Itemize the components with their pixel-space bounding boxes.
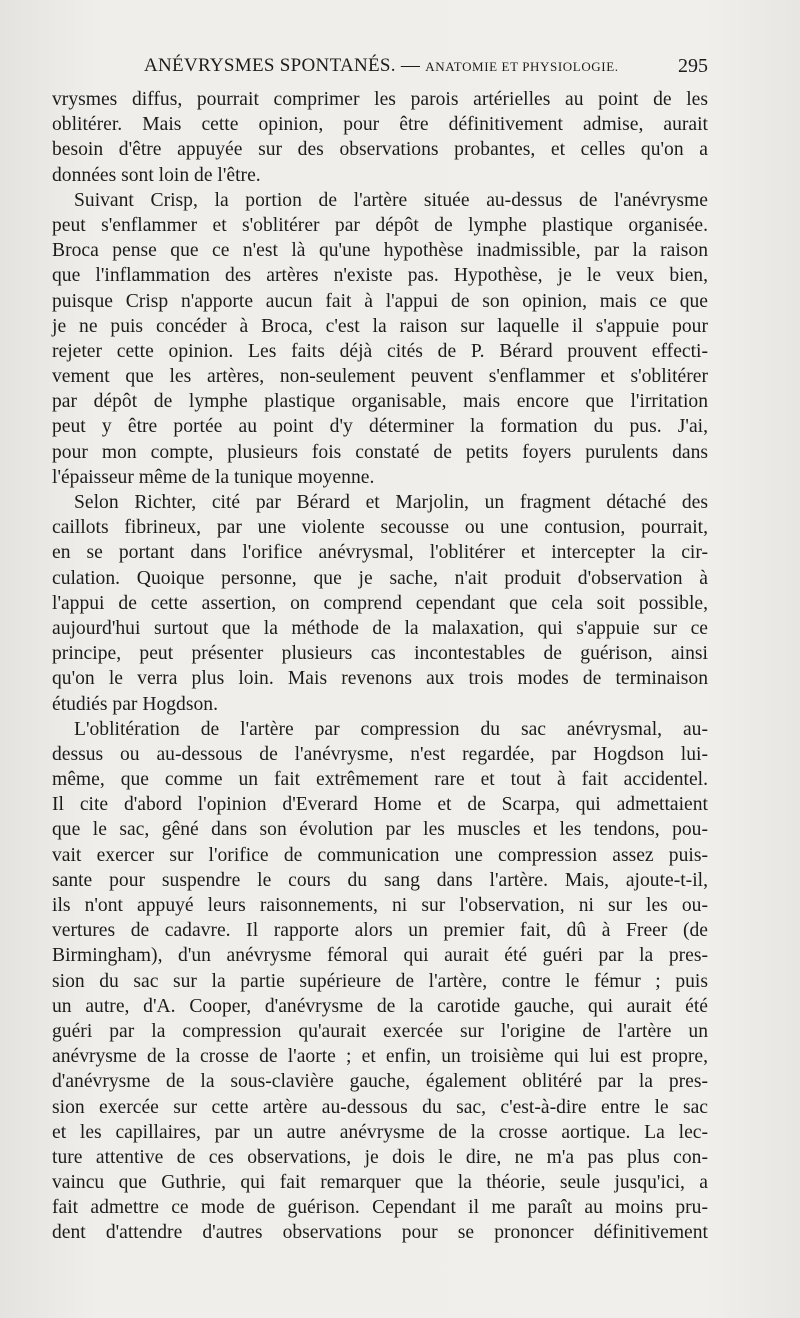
text-line: un autre, d'A. Cooper, d'anévrysme de la carotide gauche, qui aurait été: [52, 995, 708, 1017]
text-line: vait exercer sur l'orifice de communication une compression assez puis-: [52, 844, 708, 866]
text-line: guéri par la compression qu'aurait exercée sur l'origine de l'artère un: [52, 1020, 708, 1042]
text-line: sion du sac sur la partie supérieure de l'artère, contre le fémur ; puis: [52, 970, 708, 992]
body-text: [52, 87, 708, 1246]
text-line: vrysmes diffus, pourrait comprimer les parois artérielles au point de les: [52, 89, 708, 110]
text-line: Selon Richter, cité par Bérard et Marjolin, un fragment détaché des: [74, 492, 708, 513]
text-line: vaincu que Guthrie, qui fait remarquer que la théorie, seule jusqu'ici, a: [52, 1172, 708, 1194]
text-line: dent d'attendre d'autres observations pour se prononcer définitivement: [52, 1222, 708, 1244]
text-line: vement que les artères, non-seulement peuvent s'enflammer et s'oblitérer: [52, 366, 708, 388]
text-line: par dépôt de lymphe plastique organisable, mais encore que l'irritation: [52, 391, 708, 413]
text-line: fait admettre ce mode de guérison. Cependant il me paraît au moins pru-: [52, 1197, 708, 1219]
text-line: peut y être portée au point d'y déterminer la formation du pus. J'ai,: [52, 416, 708, 438]
text-line: qu'on le verra plus loin. Mais revenons aux trois modes de terminaison: [52, 668, 708, 690]
text-line: ils n'ont appuyé leurs raisonnements, ni sur l'observation, ni sur les ou-: [52, 895, 708, 916]
running-title: [144, 55, 619, 77]
text-line: aujourd'hui surtout que la méthode de la malaxation, qui s'appuie sur ce: [52, 617, 708, 639]
text-line: puisque Crisp n'apporte aucun fait à l'appui de son opinion, mais ce que: [52, 290, 708, 312]
text-line: données sont loin de l'être.: [52, 164, 261, 186]
text-line: ture attentive de ces observations, je dois le dire, ne m'a pas plus con-: [52, 1146, 708, 1168]
text-line: sante pour suspendre le cours du sang dans l'artère. Mais, ajoute-t-il,: [52, 869, 708, 891]
text-line: principe, peut présenter plusieurs cas incontestables de guérison, ainsi: [52, 643, 708, 665]
text-line: d'anévrysme de la sous-clavière gauche, également oblitéré par la pres-: [52, 1071, 708, 1093]
text-line: Il cite d'abord l'opinion d'Everard Home et de Scarpa, qui admettaient: [52, 794, 708, 816]
text-line: Birmingham), d'un anévrysme fémoral qui aurait été guéri par la pres-: [52, 945, 708, 967]
text-line: je ne puis concéder à Broca, c'est la raison sur laquelle il s'appuie pour: [52, 315, 708, 337]
page-number: 295: [678, 55, 708, 77]
text-line: anévrysme de la crosse de l'aorte ; et enfin, un troisième qui lui est propre,: [52, 1046, 708, 1068]
text-line: que le sac, gêné dans son évolution par les muscles et les tendons, pou-: [52, 819, 708, 841]
text-line: étudiés par Hogdson.: [52, 693, 218, 715]
running-header: [52, 55, 712, 83]
text-line: et les capillaires, par un autre anévrysme de la crosse aortique. La lec-: [52, 1121, 708, 1143]
running-title-dash: —: [395, 55, 426, 76]
text-line: sion exercée sur cette artère au-dessous du sac, c'est-à-dire entre le sac: [52, 1096, 708, 1118]
text-line: rejeter cette opinion. Les faits déjà cités de P. Bérard prouvent effecti-: [52, 340, 708, 362]
text-line: caillots fibrineux, par une violente secousse ou une contusion, pourrait,: [52, 517, 708, 539]
text-line: l'épaisseur même de la tunique moyenne.: [52, 466, 375, 488]
text-line: oblitérer. Mais cette opinion, pour être définitivement admise, aurait: [52, 114, 708, 136]
text-line: dessus ou au-dessous de l'anévrysme, n'est regardée, par Hogdson lui-: [52, 743, 708, 765]
text-line: culation. Quoique personne, que je sache, n'ait produit d'observation à: [52, 567, 708, 589]
text-line: Broca pense que ce n'est là qu'une hypothèse inadmissible, par la raison: [52, 240, 708, 262]
text-line: l'appui de cette assertion, on comprend cependant que cela soit possible,: [52, 592, 708, 614]
text-line: vertures de cadavre. Il rapporte alors un premier fait, dû à Freer (de: [52, 920, 708, 942]
text-line: même, que comme un fait extrêmement rare et tout à fait accidentel.: [52, 769, 708, 791]
text-line: besoin d'être appuyée sur des observations probantes, et celles qu'on a: [52, 139, 708, 161]
running-title-sub: ANATOMIE ET PHYSIOLOGIE.: [425, 59, 619, 74]
text-line: Suivant Crisp, la portion de l'artère située au-dessus de l'anévrysme: [74, 189, 708, 211]
text-line: que l'inflammation des artères n'existe pas. Hypothèse, je le veux bien,: [52, 265, 708, 287]
text-line: peut s'enflammer et s'oblitérer par dépôt de lymphe plastique organisée.: [52, 214, 708, 236]
running-title-main: ANÉVRYSMES SPONTANÉS.: [144, 55, 396, 76]
text-line: pour mon compte, plusieurs fois constaté de petits foyers purulents dans: [52, 441, 708, 463]
text-line: en se portant dans l'orifice anévrysmal, l'oblitérer et intercepter la cir-: [52, 542, 708, 564]
text-line: L'oblitération de l'artère par compression du sac anévrysmal, au-: [74, 718, 708, 740]
